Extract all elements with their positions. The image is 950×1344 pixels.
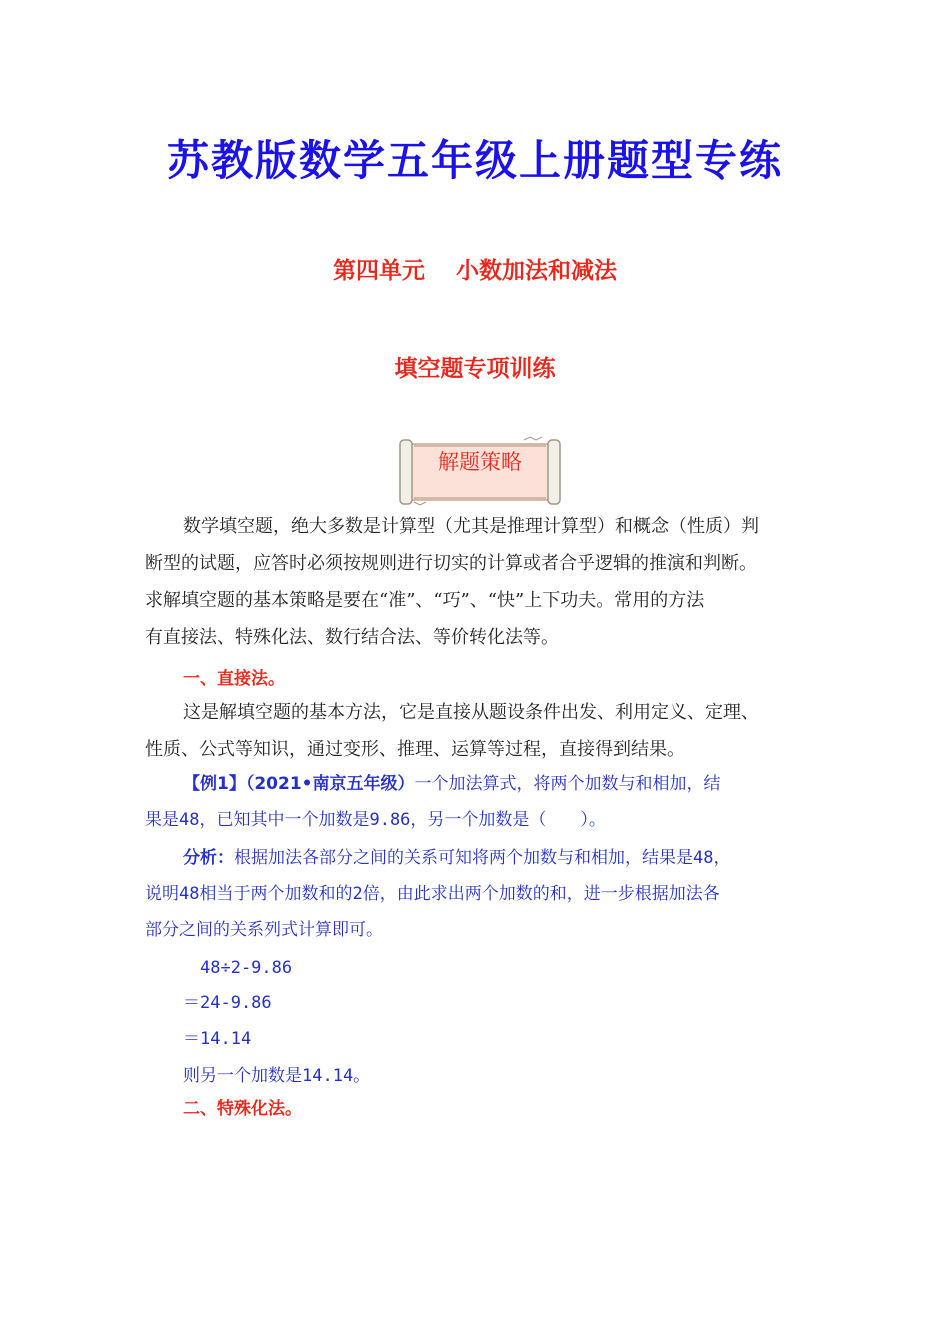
section1-line: 这是解填空题的基本方法，它是直接从题设条件出发、利用定义、定理、 <box>183 702 759 723</box>
intro-paragraph <box>145 508 815 656</box>
document-title: 苏教版数学五年级上册题型专练 <box>166 136 783 185</box>
section1-heading: 一、直接法。 <box>183 669 285 689</box>
banner-label: 解题策略 <box>438 450 522 474</box>
example1-answer: 则另一个加数是14.14。 <box>183 1066 371 1086</box>
analysis-tag: 分析： <box>183 848 234 868</box>
analysis-line2: 说明48相当于两个加数和的2倍，由此求出两个加数的和，进一步根据加法各 <box>145 884 720 904</box>
intro-line: 断型的试题，应答时必须按规则进行切实的计算或者合乎逻辑的推演和判断。 <box>145 553 757 574</box>
intro-line: 数学填空题，绝大多数是计算型（尤其是推理计算型）和概念（性质）判 <box>183 516 759 537</box>
section1-paragraph <box>145 694 815 768</box>
calc-step3: ＝14.14 <box>183 1029 252 1049</box>
analysis-line1: 分析：根据加法各部分之间的关系可知将两个加数与和相加，结果是48， <box>183 848 731 868</box>
example1-line2: 果是48，已知其中一个加数是9.86，另一个加数是（ ）。 <box>145 810 606 830</box>
example1-tag: 【例1】（2021•南京五年级） <box>183 774 415 794</box>
unit-heading: 第四单元 小数加法和减法 <box>332 258 617 284</box>
example1-line1: 【例1】（2021•南京五年级）一个加法算式，将两个加数与和相加，结 <box>183 774 721 794</box>
intro-line: 求解填空题的基本策略是要在“准”、“巧”、“快”上下功夫。常用的方法 <box>145 590 705 611</box>
section-subtitle: 填空题专项训练 <box>394 356 556 382</box>
analysis-line3: 部分之间的关系列式计算即可。 <box>145 920 383 940</box>
calc-step1: 48÷2-9.86 <box>200 958 293 978</box>
section2-heading: 二、特殊化法。 <box>183 1099 302 1119</box>
calc-step2: ＝24-9.86 <box>183 993 272 1013</box>
section1-line: 性质、公式等知识，通过变形、推理、运算等过程，直接得到结果。 <box>145 739 685 760</box>
intro-line: 有直接法、特殊化法、数行结合法、等价转化法等。 <box>145 627 559 648</box>
